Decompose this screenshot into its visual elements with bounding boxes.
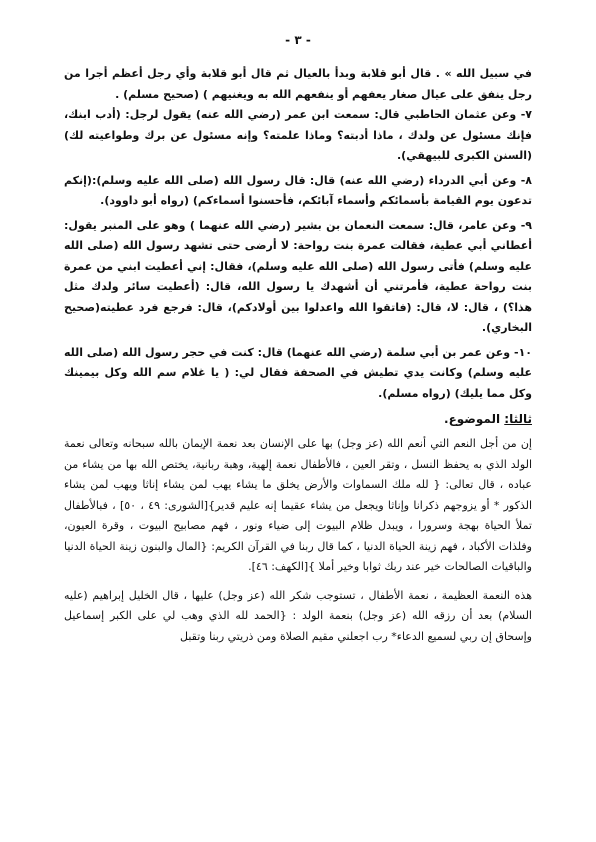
paragraph-hadith-8: ٨- وعن أبي الدرداء (رضي الله عنه) قال: قال رسول الله (صلى الله عليه وسلم):(إنكم تدعون يوم القيامة بأسمائكم وأسماء آبائكم، فأحسنوا أسماءكم) (رواه أبو داوود). [64, 173, 532, 207]
paragraph-hadith-10: ١٠- وعن عمر بن أبي سلمة (رضي الله عنهما) قال: كنت في حجر رسول الله (صلى الله عليه وسلم) وكانت يدي تطيش في الصحفة فقال لي: ( يا غلام سم الله وكل بيمينك وكل مما يليك) (رواه مسلم). [64, 345, 532, 400]
section-heading [64, 408, 532, 430]
page-number: - ٣ - [285, 33, 311, 47]
paragraph-hadith-7: ٧- وعن عثمان الحاطبي قال: سمعت ابن عمر (رضي الله عنه) يقول لرجل: (أدب ابنك، فإنك مسئول عن ولدك ، ماذا أدبته؟ وماذا علمته؟ وإنه مسئول عن برك وطواعيته لك) (السنن الكبرى للبيهقي). [64, 108, 532, 162]
paragraph-hadith-6-end: في سبيل الله » . قال أبو قلابة وبدأ بالعيال ثم قال أبو قلابة وأي رجل أعظم أجرا من رجل ينفق على عيال صغار يعفهم أو ينفعهم الله به ويغنيهم ) (صحيح مسلم) . [64, 67, 532, 101]
section-title: الموضوع. [444, 412, 501, 426]
body-paragraph-2: هذه النعمة العظيمة ، نعمة الأطفال ، تستوجب شكر الله (عز وجل) عليها ، قال الخليل إبراهيم (عليه السلام) بعد أن رزقه الله (عز وجل) بنعمة الولد : {الحمد لله الذي وهب لي على الكبر إسماعيل وإسحاق إن ربي لسميع الدعاء* رب اجعلني مقيم الصلاة ومن ذريتي ربنا وتقبل [64, 588, 532, 643]
section-number: ثالثا: [504, 412, 532, 426]
body-paragraph-1: إن من أجل النعم التي أنعم الله (عز وجل) بها على الإنسان بعد نعمة الإيمان بالله سبحانه وتعالى نعمة الولد الذي به يحفظ النسل ، وتقر العين ، فالأطفال نعمة إلهية، وهبة ربانية، يختص الله بها من يشاء من عباده ، قال تعالى: { لله ملك السماوات والأرض يخلق ما يشاء يهب لمن يشاء إناثا ويهب لمن يشاء الذكور * أو يزوجهم ذكرانا وإناثا ويجعل من يشاء عقيما إنه عليم قدير}[الشورى: ٤٩ ، ٥٠] ، فبالأطفال تملأ الحياة بهجة وسرورا ، ويبدل ظلام البيوت إلى ضياء ونور ، فهم مصابيح البيوت ، وقرة العيون، وفلذات الأكباد ، فهم زينة الحياة الدنيا ، كما قال ربنا في القرآن الكريم: {المال والبنون زينة الحياة الدنيا والباقيات الصالحات خير عند ربك ثوابا وخير أملا }[الكهف: ٤٦]. [64, 437, 533, 573]
paragraph-hadith-9: ٩- وعن عامر، قال: سمعت النعمان بن بشير (رضي الله عنهما ) وهو على المنبر يقول: أعطاني أبي عطية، فقالت عمرة بنت رواحة: لا أرضى حتى تشهد رسول الله (صلى الله عليه وسلم) فأتى رسول الله (صلى الله عليه وسلم)، فقال: إني أعطيت ابني من عمرة بنت رواحة عطية، فأمرتني أن أشهدك يا رسول الله، قال: (أعطيت سائر ولدك مثل هذا؟) ، قال: لا، قال: (فاتقوا الله واعدلوا بين أولادكم)، قال: فرجع فرد عطيته(صحيح البخاري). [64, 218, 532, 334]
